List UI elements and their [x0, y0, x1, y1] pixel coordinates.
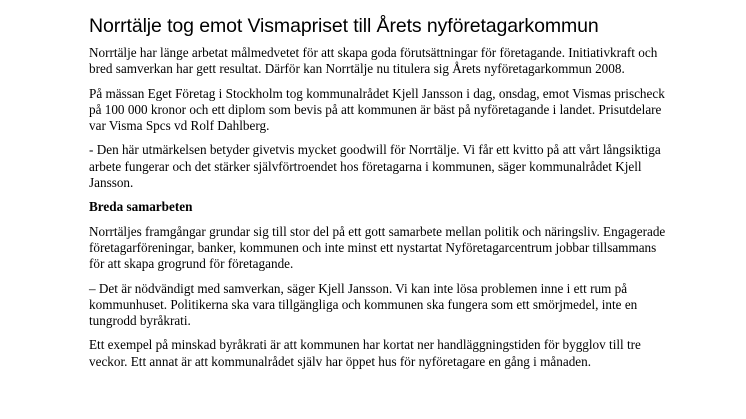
article-paragraph: – Det är nödvändigt med samverkan, säger Kjell Jansson. Vi kan inte lösa problemen inne i ett rum på kommunhuset. Politikerna ska vara tillgängliga och kommunen ska fungera som ett smörjmedel, inte en tungrodd byråkrati. — [89, 280, 638, 329]
article-intro: Norrtälje har länge arbetat målmedvetet för att skapa goda förutsättningar för företagande. Initiativkraft och bred samverkan har gett resultat. Därför kan Norrtälje nu titulera sig Årets nyföretagarkommun 2008. — [89, 45, 658, 77]
article-title: Norrtälje tog emot Vismapriset till Årets nyföretagarkommun — [89, 15, 599, 37]
article-paragraph: - Den här utmärkelsen betyder givetvis mycket goodwill för Norrtälje. Vi får ett kvitto på att vårt långsiktiga arbete fungerar och det stärker självförtroendet hos företagarna i kommunen, säger kommunalrådet Kjell Jansson. — [89, 142, 661, 191]
article-paragraph: På mässan Eget Företag i Stockholm tog kommunalrådet Kjell Jansson i dag, onsdag, emot Vismas prischeck på 100 000 kronor och ett diplom som bevis på att kommunen är bäst på nyföretagande i landet. Prisutdelare var Visma Spcs vd Rolf Dahlberg. — [89, 85, 665, 134]
article — [89, 14, 669, 378]
article-paragraph: Ett exempel på minskad byråkrati är att kommunen har kortat ner handläggningstiden för bygglov till tre veckor. Ett annat är att kommunalrådet själv har öppet hus för nyföretagare en gång i månaden. — [89, 337, 641, 369]
section-heading: Breda samarbeten — [89, 199, 193, 215]
article-paragraph: Norrtäljes framgångar grundar sig till stor del på ett gott samarbete mellan politik och näringsliv. Engagerade företagarföreningar, banker, kommunen och inte minst ett nystartat Nyföretagarcentrum jobbar tillsammans för att skapa grogrund för företagande. — [89, 223, 666, 272]
